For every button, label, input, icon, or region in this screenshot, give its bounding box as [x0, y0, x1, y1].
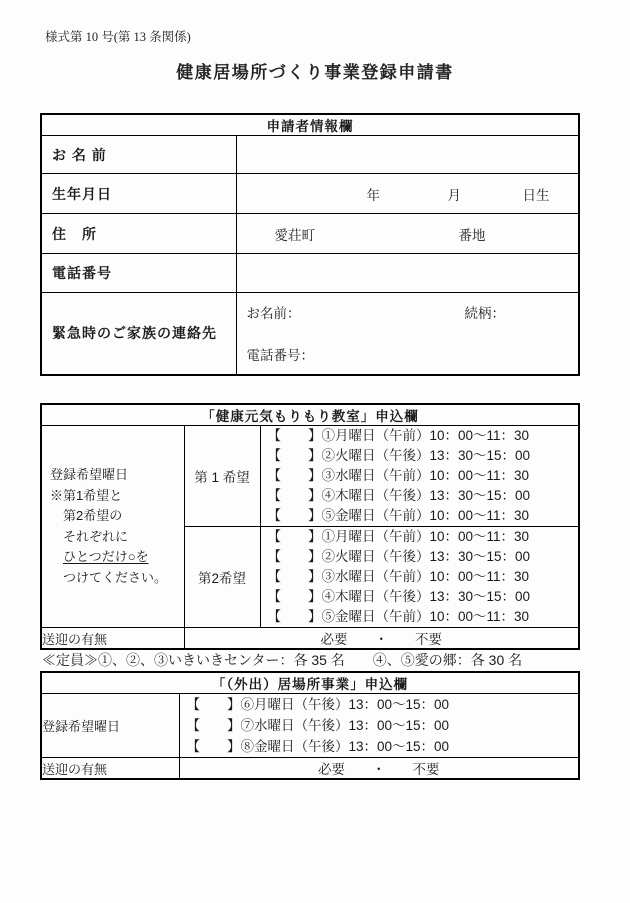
emergency-relation-label: 続柄：: [464, 306, 505, 321]
schedule-option: 【 】①月曜日（午前）10：00～11：30: [267, 428, 530, 443]
note-line-underlined: ひとつだけ○を: [63, 549, 149, 564]
schedule-option: 【 】②火曜日（午後）13：30～15：00: [267, 448, 531, 463]
emergency-contact-cell: [236, 293, 579, 375]
page-title: 健康居場所づくり事業登録申請書: [176, 63, 454, 82]
note-line: 第2希望の: [63, 508, 123, 523]
ibasho-options-cell: [179, 694, 579, 758]
ibasho-transport-options: 必要 ・ 不要: [179, 758, 579, 780]
second-choice-options-cell: [260, 527, 579, 628]
transport-options: 必要 ・ 不要: [184, 628, 579, 650]
address-label: 住 所: [41, 214, 236, 254]
address-input-cell: [236, 214, 579, 254]
schedule-option: 【 】⑧金曜日（午後）13：00～15：00: [186, 739, 450, 754]
month-unit-label: 月: [447, 187, 461, 203]
schedule-option: 【 】②火曜日（午後）13：30～15：00: [267, 549, 531, 564]
first-choice-label: 第 1 希望: [184, 426, 260, 527]
schedule-option: 【 】⑤金曜日（午前）10：00～11：30: [267, 609, 530, 624]
applicant-info-table: [40, 113, 580, 376]
birthdate-label: 生年月日: [41, 174, 236, 214]
emergency-name-label: お名前：: [246, 306, 301, 321]
schedule-option: 【 】⑦水曜日（午後）13：00～15：00: [186, 718, 450, 733]
first-choice-options-cell: [260, 426, 579, 527]
name-input-cell: [236, 136, 579, 174]
transport-label: 送迎の有無: [41, 628, 184, 650]
schedule-option: 【 】⑥月曜日（午後）13：00～15：00: [186, 697, 450, 712]
ibasho-transport-label: 送迎の有無: [41, 758, 179, 780]
applicant-table-header: 申請者情報欄: [41, 114, 579, 136]
schedule-option: 【 】⑤金曜日（午前）10：00～11：30: [267, 508, 530, 523]
day-unit-label: 日生: [522, 187, 550, 203]
emergency-contact-label: 緊急時のご家族の連絡先: [41, 293, 236, 375]
address-town-label: 愛荘町: [274, 227, 315, 243]
schedule-option: 【 】④木曜日（午後）13：30～15：00: [267, 488, 531, 503]
schedule-option: 【 】①月曜日（午前）10：00～11：30: [267, 529, 530, 544]
emergency-phone-label: 電話番号：: [246, 348, 314, 363]
birthdate-input-cell: [236, 174, 579, 214]
year-unit-label: 年: [366, 187, 380, 203]
note-line: ※第1希望と: [50, 487, 123, 503]
ibasho-table-header: 「（外出）居場所事業」申込欄: [41, 672, 579, 694]
second-choice-label: 第2希望: [184, 527, 260, 628]
capacity-note: ≪定員≫①、②、③いきいきセンター：各 35 名 ④、⑤愛の郷：各 30 名: [42, 652, 523, 668]
note-line: それぞれに: [63, 528, 129, 544]
schedule-option: 【 】③水曜日（午前）10：00～11：30: [267, 569, 530, 584]
form-number: 様式第 10 号(第 13 条関係): [45, 30, 191, 44]
note-line: つけてください。: [63, 569, 168, 585]
schedule-option: 【 】③水曜日（午前）10：00～11：30: [267, 468, 530, 483]
registration-day-note-cell: [41, 426, 184, 628]
ibasho-registration-day-label: 登録希望曜日: [41, 694, 179, 758]
phone-label: 電話番号: [41, 254, 236, 293]
phone-input-cell: [236, 254, 579, 293]
ibasho-program-table: [40, 671, 580, 780]
schedule-option: 【 】④木曜日（午後）13：30～15：00: [267, 589, 531, 604]
morimori-table-header: 「健康元気もりもり教室」申込欄: [41, 404, 579, 426]
address-banchi-label: 番地: [458, 227, 486, 243]
registration-day-label: 登録希望曜日: [50, 467, 129, 482]
morimori-class-table: [40, 403, 580, 650]
name-label: お 名 前: [41, 136, 236, 174]
